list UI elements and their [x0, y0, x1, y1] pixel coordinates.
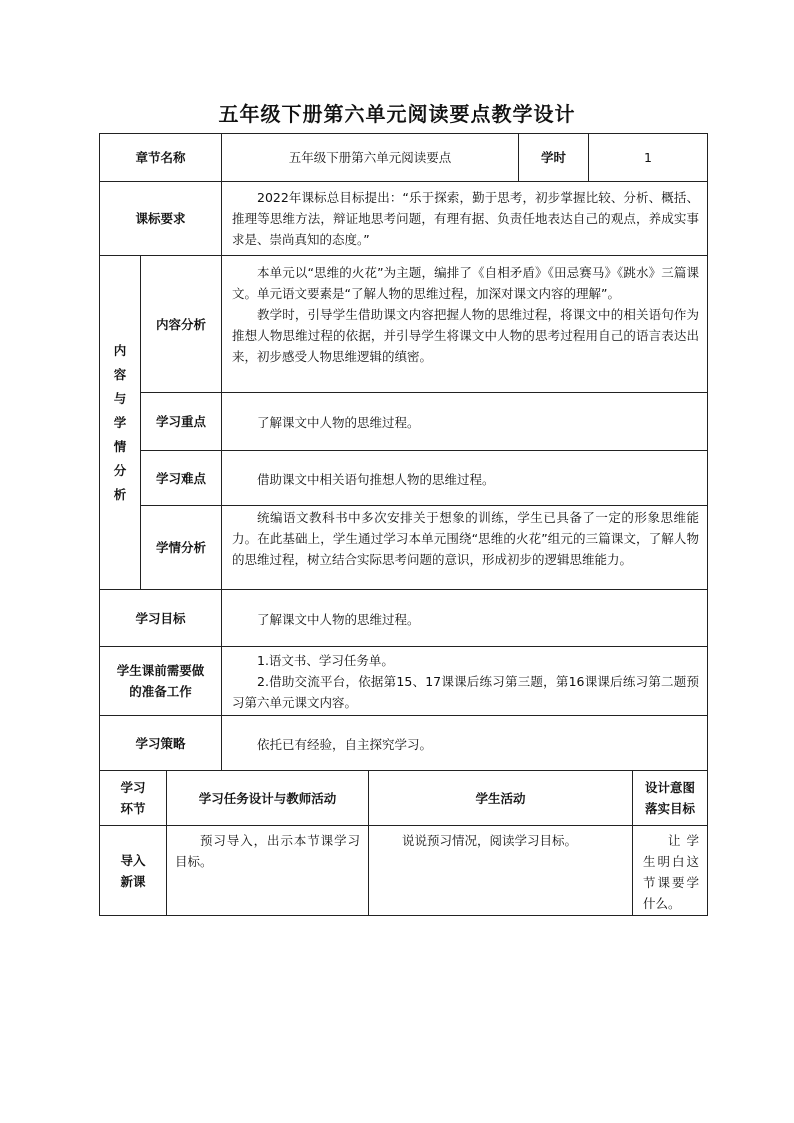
process-row-stage: 导入新课	[120, 852, 146, 889]
hours-label: 学时	[540, 150, 566, 165]
process-row-teacher	[167, 826, 368, 915]
preparation-item-2: 2.借助交流平台，依据第15、17课课后练习第三题，第16课课后练习第二题预习第六单元课文内容。	[232, 674, 699, 710]
curriculum-paragraph: 2022年课标总目标提出：“乐于探索，勤于思考，初步掌握比较、分析、概括、推理等思维方法，辩证地思考问题，有理有据、负责任地表达自己的观点，养成实事求是、崇尚真知的态度。”	[232, 190, 699, 247]
page-title: 五年级下册第六单元阅读要点教学设计	[218, 102, 576, 126]
content-analysis-paragraph-2: 教学时，引导学生借助课文内容把握人物的思维过程，将课文中的相关语句作为推想人物思维过程的依据，并引导学生将课文中人物的思考过程用自己的语言表达出来，初步感受人物思维逻辑的缜密。	[232, 307, 699, 364]
preparation-text	[222, 647, 707, 715]
curriculum-text	[222, 182, 707, 255]
content-analysis-label: 内容分析	[155, 316, 206, 332]
process-row-intent	[633, 826, 707, 915]
group-label-text: 内容与学情分析	[113, 342, 127, 502]
preparation-item-1: 1.语文书、学习任务单。	[257, 653, 394, 668]
difficulty-label: 学习难点	[155, 470, 206, 486]
strategy-text	[222, 716, 707, 770]
content-analysis-text	[222, 256, 707, 392]
focus-paragraph: 了解课文中人物的思维过程。	[257, 415, 420, 430]
focus-label: 学习重点	[155, 414, 206, 429]
content-analysis-paragraph-1: 本单元以“思维的火花”为主题，编排了《自相矛盾》《田忌赛马》《跳水》三篇课文。单元语文要素是“了解人物的思维过程，加深对课文内容的理解”。	[232, 265, 699, 301]
chapter-value: 五年级下册第六单元阅读要点	[288, 150, 452, 165]
preparation-label: 学生课前需要做的准备工作	[116, 663, 205, 699]
process-row-teacher-text: 预习导入，出示本节课学习目标。	[175, 833, 360, 869]
strategy-paragraph: 依托已有经验，自主探究学习。	[257, 736, 433, 752]
process-header-teacher: 学习任务设计与教师活动	[198, 790, 337, 806]
curriculum-label: 课标要求	[135, 211, 186, 226]
content-analysis-group-label	[100, 256, 140, 589]
process-header-student: 学生活动	[475, 790, 526, 806]
process-row-student-text: 说说预习情况，阅读学习目标。	[402, 833, 578, 848]
process-row-student	[369, 826, 632, 915]
difficulty-text	[222, 451, 707, 505]
objective-label: 学习目标	[135, 610, 186, 626]
process-header-stage: 学习环节	[120, 780, 146, 816]
learner-analysis-paragraph: 统编语文教科书中多次安排关于想象的训练，学生已具备了一定的形象思维能力。在此基础上，学生通过学习本单元围绕“思维的火花”组元的三篇课文，了解人物的思维过程，树立结合实际思考问题的意识，形成初步的逻辑思维能力。	[232, 510, 699, 567]
learner-analysis-text	[222, 506, 707, 589]
learner-analysis-label: 学情分析	[155, 540, 206, 555]
difficulty-paragraph: 借助课文中相关语句推想人物的思维过程。	[257, 471, 495, 487]
process-row-intent-text: 让学生明白这节课要学什么。	[643, 833, 699, 911]
objective-text	[222, 590, 707, 646]
focus-text	[222, 393, 707, 450]
chapter-label: 章节名称	[135, 150, 186, 165]
strategy-label: 学习策略	[135, 735, 186, 751]
process-header-intent: 设计意图落实目标	[644, 780, 695, 816]
objective-paragraph: 了解课文中人物的思维过程。	[257, 611, 420, 627]
hours-value: 1	[644, 150, 652, 165]
